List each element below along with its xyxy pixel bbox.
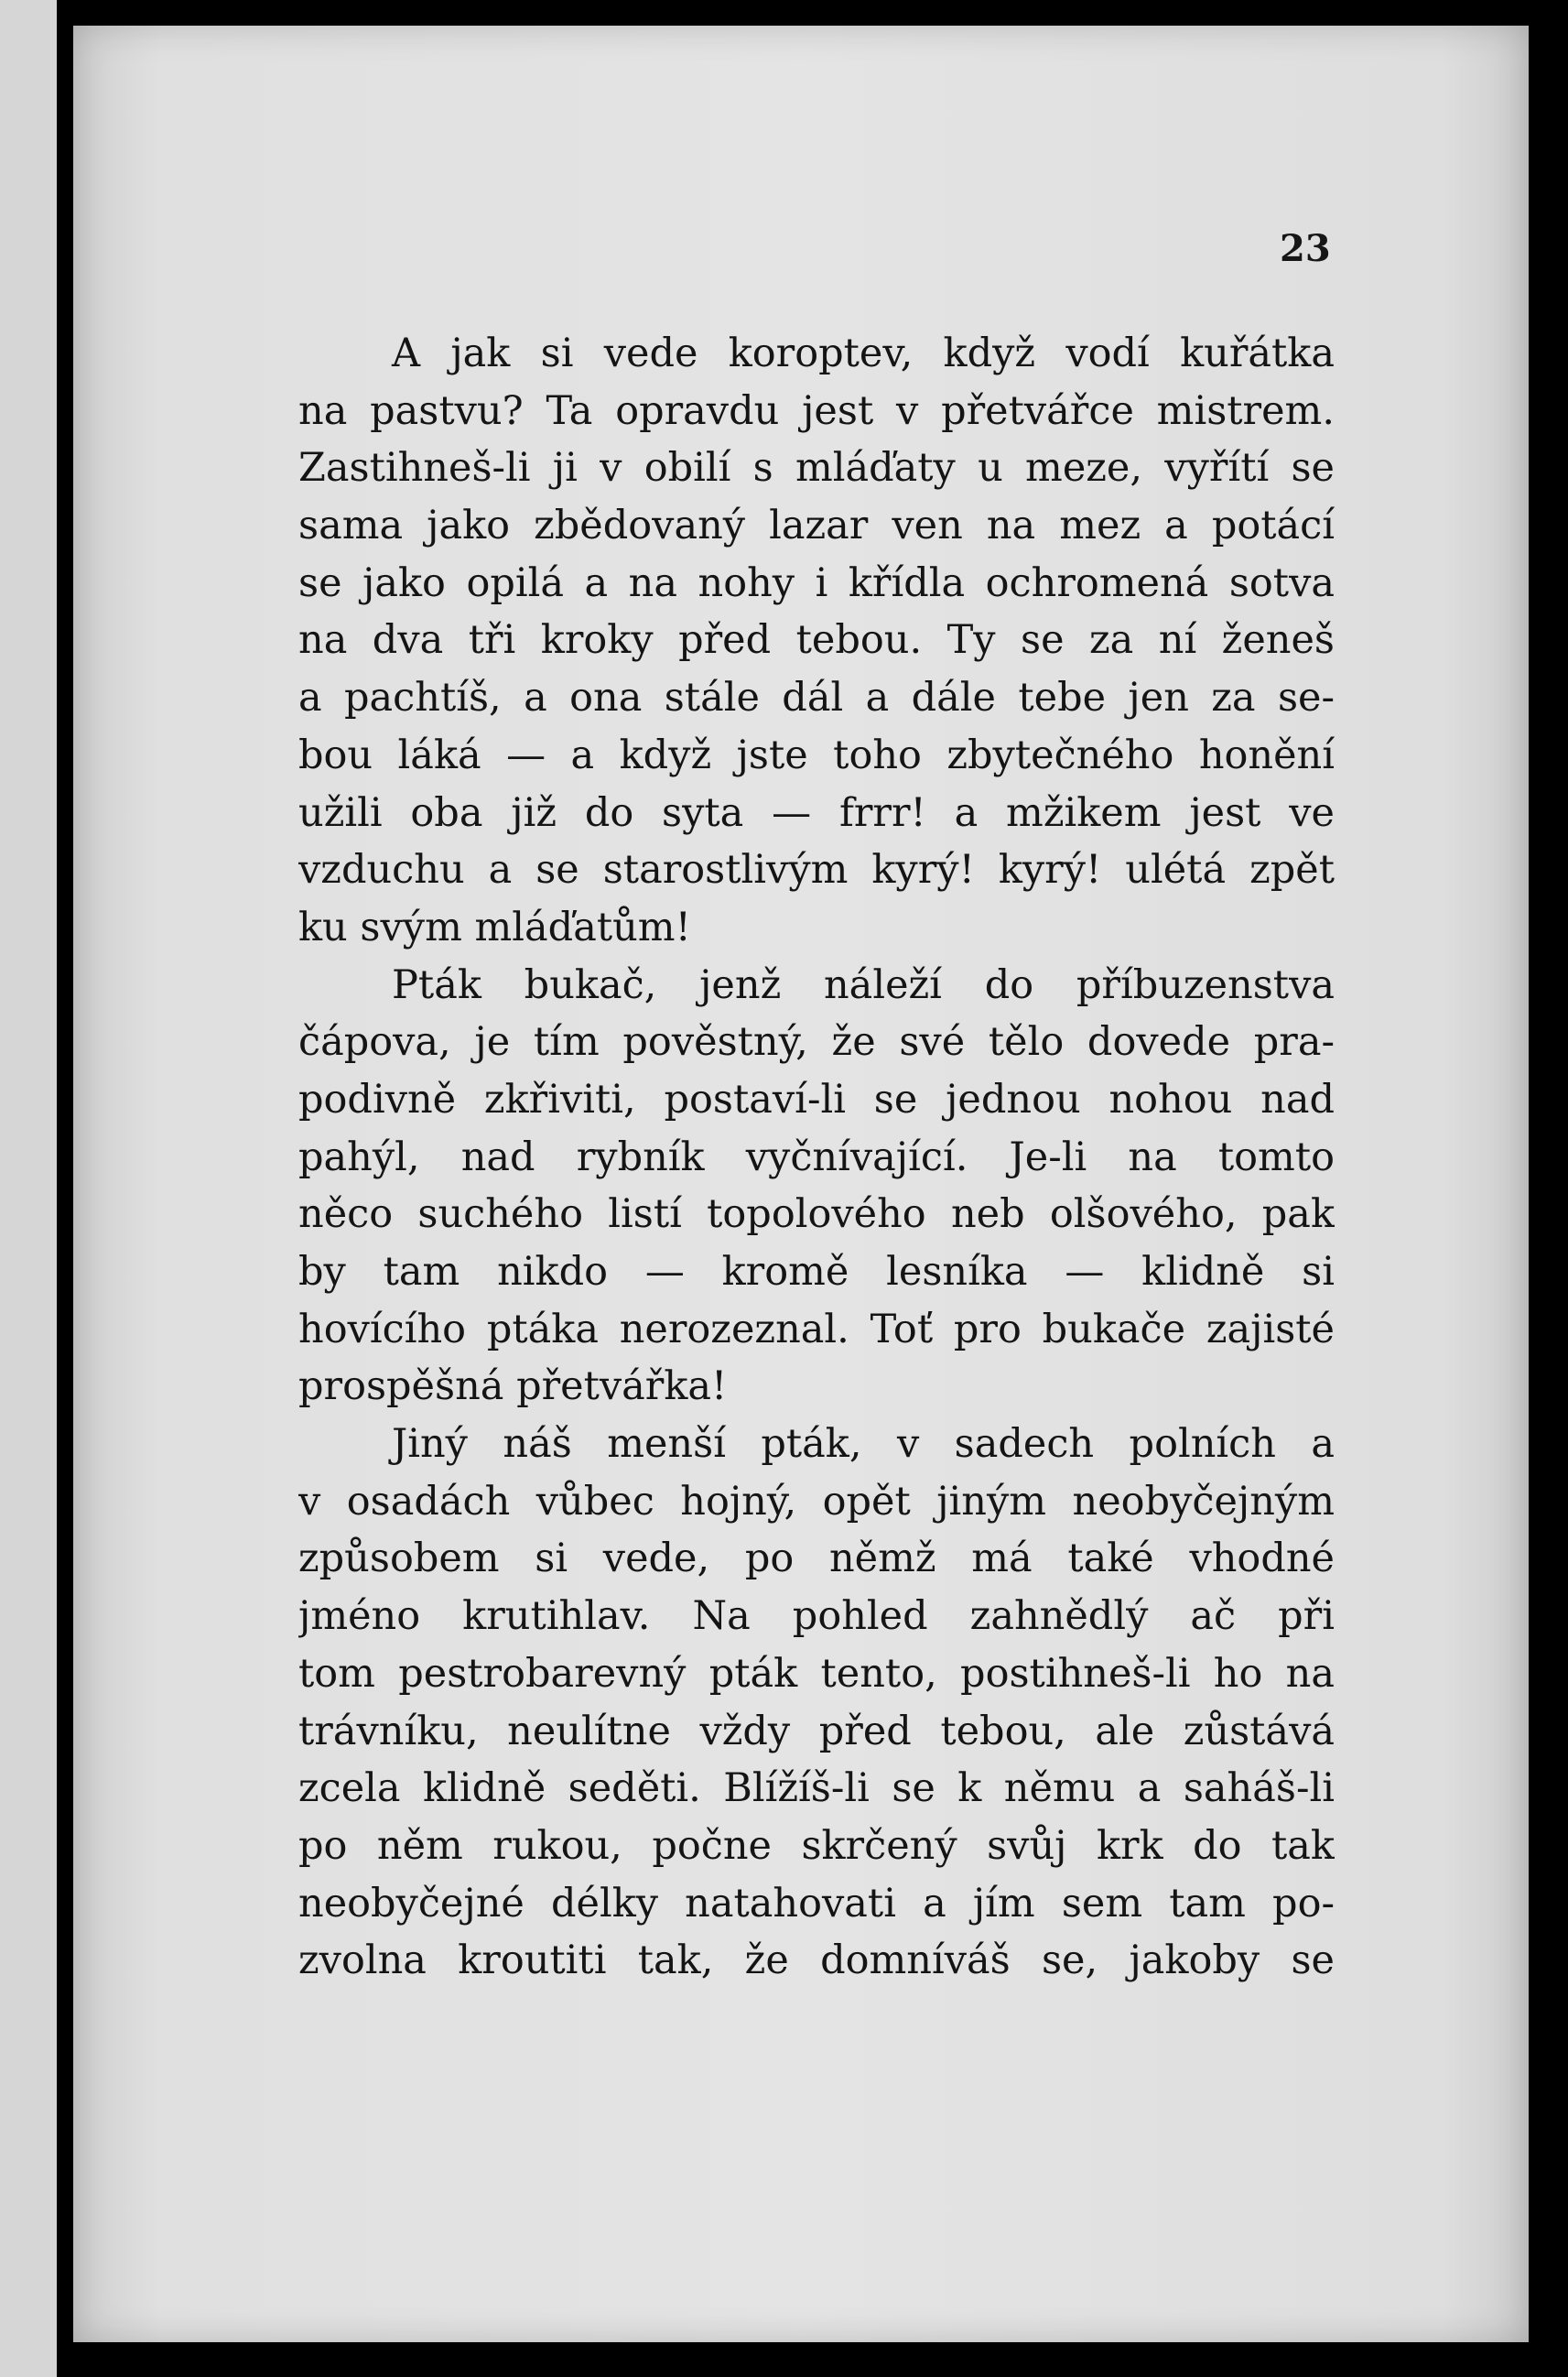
text-line: bou láká — a když jste toho zbytečného honění (298, 732, 1335, 778)
text-line: Jiný náš menší pták, v sadech polních a (392, 1421, 1335, 1468)
text-line: zcela klidně seděti. Blížíš-li se k němu a saháš-li (298, 1765, 1335, 1812)
text-line: jméno krutihlav. Na pohled zahnědlý ač při (298, 1593, 1335, 1640)
text-line: prospěšná přetvářka! (298, 1363, 728, 1410)
text-line: sama jako zbědovaný lazar ven na mez a potácí (298, 503, 1335, 549)
text-line: ku svým mláďatům! (298, 904, 691, 950)
page-number: 23 (1280, 227, 1331, 270)
text-line: neobyčejné délky natahovati a jím sem tam po- (298, 1880, 1335, 1927)
text-line: po něm rukou, počne skrčený svůj krk do tak (298, 1822, 1335, 1869)
text-line: zvolna kroutiti tak, že domníváš se, jakoby se (298, 1937, 1335, 1984)
text-line: A jak si vede koroptev, když vodí kuřátka (392, 331, 1335, 376)
text-line: vzduchu a se starostlivým kyrý! kyrý! ulétá zpět (298, 847, 1335, 894)
text-line: něco suchého listí topolového neb olšového, pak (298, 1191, 1335, 1238)
text-line: tom pestrobarevný pták tento, postihneš-li ho na (298, 1650, 1335, 1697)
text-line: čápova, je tím pověstný, že své tělo dovede pra- (298, 1019, 1335, 1066)
text-line: trávníku, neulítne vždy před tebou, ale zůstává (298, 1708, 1335, 1754)
text-line: na pastvu? Ta opravdu jest v přetvářce mistrem. (298, 387, 1335, 434)
text-line: pahýl, nad rybník vyčnívající. Je-li na tomto (298, 1134, 1335, 1180)
text-line: by tam nikdo — kromě lesníka — klidně si (298, 1249, 1335, 1295)
text-line: na dva tři kroky před tebou. Ty se za ní ženeš (298, 617, 1335, 664)
text-line: podivně zkřiviti, postaví-li se jednou nohou nad (298, 1076, 1335, 1123)
text-line: užili oba již do syta — frrr! a mžikem jest ve (298, 789, 1335, 836)
text-line: se jako opilá a na nohy i křídla ochromená sotva (298, 559, 1335, 606)
text-line: Zastihneš-li ji v obilí s mláďaty u meze, vyřítí se (298, 445, 1335, 492)
text-line: a pachtíš, a ona stále dál a dále tebe jen za se- (298, 675, 1335, 722)
text-line: hovícího ptáka nerozeznal. Toť pro bukače zajisté (298, 1306, 1335, 1352)
text-line: způsobem si vede, po němž má také vhodné (298, 1536, 1335, 1582)
text-line: v osadách vůbec hojný, opět jiným neobyčejným (298, 1478, 1335, 1525)
text-line: Pták bukač, jenž náleží do příbuzenstva (392, 961, 1335, 1008)
body-text (298, 325, 1335, 1990)
facing-page-edge (0, 0, 57, 2377)
